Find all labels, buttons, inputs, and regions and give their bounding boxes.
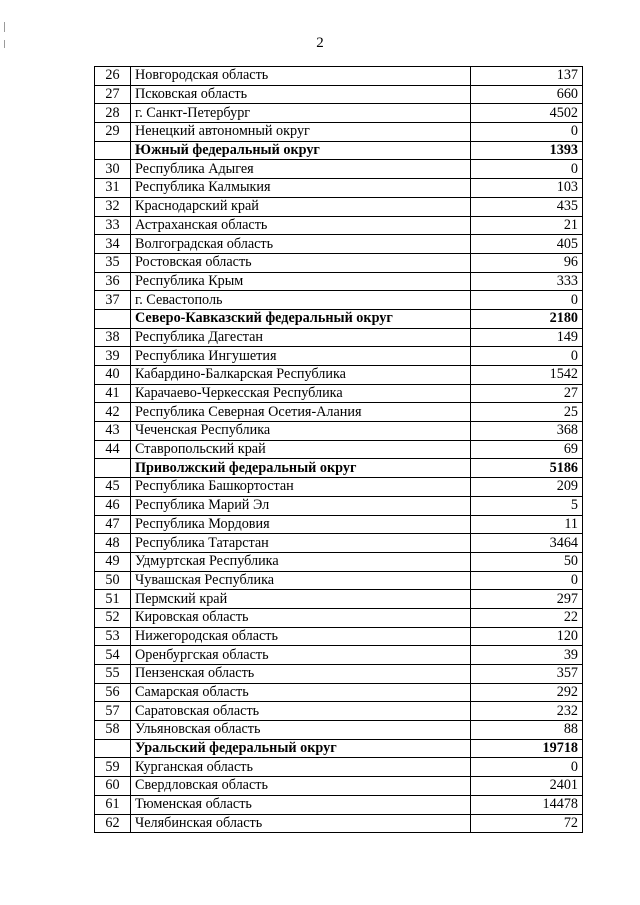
region-name: Свердловская область: [131, 777, 471, 796]
table-row: [95, 627, 583, 646]
district-name: Южный федеральный округ: [131, 141, 471, 160]
region-name: Курганская область: [131, 758, 471, 777]
region-name: Кабардино-Балкарская Республика: [131, 366, 471, 385]
region-value: 27: [471, 384, 583, 403]
row-number: 39: [95, 347, 131, 366]
row-number: 28: [95, 104, 131, 123]
district-row: [95, 309, 583, 328]
row-number: 44: [95, 440, 131, 459]
district-name: Приволжский федеральный округ: [131, 459, 471, 478]
table-row: [95, 665, 583, 684]
row-number: 55: [95, 665, 131, 684]
row-number: 54: [95, 646, 131, 665]
region-value: 0: [471, 571, 583, 590]
district-row: [95, 739, 583, 758]
region-value: 3464: [471, 534, 583, 553]
region-name: Республика Адыгея: [131, 160, 471, 179]
region-value: 0: [471, 160, 583, 179]
district-total: 1393: [471, 141, 583, 160]
row-number: 31: [95, 179, 131, 198]
table-row: [95, 515, 583, 534]
district-total: 5186: [471, 459, 583, 478]
table-row: [95, 253, 583, 272]
region-name: Самарская область: [131, 683, 471, 702]
table-row: [95, 571, 583, 590]
row-number: 61: [95, 795, 131, 814]
region-value: 137: [471, 67, 583, 86]
region-value: 120: [471, 627, 583, 646]
region-value: 297: [471, 590, 583, 609]
row-number: 27: [95, 85, 131, 104]
table-row: [95, 384, 583, 403]
region-value: 1542: [471, 366, 583, 385]
region-value: 21: [471, 216, 583, 235]
regions-table: [94, 66, 583, 833]
table-row: [95, 552, 583, 571]
region-value: 0: [471, 123, 583, 142]
region-name: Республика Башкортостан: [131, 478, 471, 497]
region-value: 88: [471, 721, 583, 740]
region-name: Волгоградская область: [131, 235, 471, 254]
row-number: [95, 739, 131, 758]
page-number: 2: [316, 35, 324, 51]
table-row: [95, 795, 583, 814]
table-row: [95, 347, 583, 366]
region-name: Краснодарский край: [131, 197, 471, 216]
region-name: Псковская область: [131, 85, 471, 104]
table-row: [95, 123, 583, 142]
table-row: [95, 422, 583, 441]
table-row: [95, 179, 583, 198]
region-value: 50: [471, 552, 583, 571]
row-number: 58: [95, 721, 131, 740]
region-name: Республика Северная Осетия-Алания: [131, 403, 471, 422]
region-value: 72: [471, 814, 583, 833]
table-row: [95, 534, 583, 553]
region-name: Республика Мордовия: [131, 515, 471, 534]
region-value: 357: [471, 665, 583, 684]
row-number: [95, 459, 131, 478]
row-number: 46: [95, 496, 131, 515]
region-value: 69: [471, 440, 583, 459]
region-value: 149: [471, 328, 583, 347]
region-value: 14478: [471, 795, 583, 814]
region-name: Пензенская область: [131, 665, 471, 684]
table-row: [95, 440, 583, 459]
row-number: 60: [95, 777, 131, 796]
region-name: Чувашская Республика: [131, 571, 471, 590]
row-number: 37: [95, 291, 131, 310]
row-number: 51: [95, 590, 131, 609]
region-value: 96: [471, 253, 583, 272]
region-name: Оренбургская область: [131, 646, 471, 665]
region-name: Ставропольский край: [131, 440, 471, 459]
region-name: Кировская область: [131, 608, 471, 627]
row-number: 30: [95, 160, 131, 179]
region-value: 0: [471, 347, 583, 366]
region-value: 292: [471, 683, 583, 702]
region-value: 2401: [471, 777, 583, 796]
row-number: 59: [95, 758, 131, 777]
region-name: Нижегородская область: [131, 627, 471, 646]
row-number: 38: [95, 328, 131, 347]
row-number: 50: [95, 571, 131, 590]
region-name: Челябинская область: [131, 814, 471, 833]
region-name: Ростовская область: [131, 253, 471, 272]
row-number: 52: [95, 608, 131, 627]
table-row: [95, 702, 583, 721]
region-value: 209: [471, 478, 583, 497]
row-number: 32: [95, 197, 131, 216]
row-number: 49: [95, 552, 131, 571]
table-row: [95, 291, 583, 310]
region-value: 405: [471, 235, 583, 254]
row-number: 33: [95, 216, 131, 235]
region-name: Республика Крым: [131, 272, 471, 291]
table-row: [95, 758, 583, 777]
row-number: [95, 141, 131, 160]
region-name: Чеченская Республика: [131, 422, 471, 441]
table-row: [95, 235, 583, 254]
region-name: Пермский край: [131, 590, 471, 609]
region-value: 22: [471, 608, 583, 627]
row-number: 43: [95, 422, 131, 441]
table-row: [95, 478, 583, 497]
region-value: 25: [471, 403, 583, 422]
table-row: [95, 496, 583, 515]
row-number: 36: [95, 272, 131, 291]
table-row: [95, 272, 583, 291]
region-name: Тюменская область: [131, 795, 471, 814]
row-number: 53: [95, 627, 131, 646]
region-name: Республика Татарстан: [131, 534, 471, 553]
district-row: [95, 141, 583, 160]
region-name: Карачаево-Черкесская Республика: [131, 384, 471, 403]
district-row: [95, 459, 583, 478]
region-value: 39: [471, 646, 583, 665]
region-name: г. Санкт-Петербург: [131, 104, 471, 123]
table-row: [95, 646, 583, 665]
table-row: [95, 67, 583, 86]
row-number: 29: [95, 123, 131, 142]
table-row: [95, 814, 583, 833]
row-number: 35: [95, 253, 131, 272]
region-value: 0: [471, 291, 583, 310]
region-value: 5: [471, 496, 583, 515]
table-row: [95, 777, 583, 796]
table-row: [95, 403, 583, 422]
district-name: Северо-Кавказский федеральный округ: [131, 309, 471, 328]
region-value: 4502: [471, 104, 583, 123]
table-row: [95, 197, 583, 216]
table-row: [95, 160, 583, 179]
region-name: Ульяновская область: [131, 721, 471, 740]
table-row: [95, 328, 583, 347]
row-number: 56: [95, 683, 131, 702]
row-number: 34: [95, 235, 131, 254]
table-row: [95, 85, 583, 104]
table-row: [95, 683, 583, 702]
table-row: [95, 104, 583, 123]
region-name: Республика Марий Эл: [131, 496, 471, 515]
table-row: [95, 366, 583, 385]
row-number: 45: [95, 478, 131, 497]
region-value: 11: [471, 515, 583, 534]
region-name: Удмуртская Республика: [131, 552, 471, 571]
region-name: Республика Калмыкия: [131, 179, 471, 198]
row-number: 62: [95, 814, 131, 833]
table-row: [95, 590, 583, 609]
district-total: 19718: [471, 739, 583, 758]
row-number: 57: [95, 702, 131, 721]
regions-table-body: [95, 67, 583, 833]
region-name: г. Севастополь: [131, 291, 471, 310]
region-value: 333: [471, 272, 583, 291]
region-value: 232: [471, 702, 583, 721]
region-name: Ненецкий автономный округ: [131, 123, 471, 142]
region-value: 660: [471, 85, 583, 104]
region-value: 103: [471, 179, 583, 198]
district-total: 2180: [471, 309, 583, 328]
row-number: 48: [95, 534, 131, 553]
table-row: [95, 608, 583, 627]
row-number: 47: [95, 515, 131, 534]
table-row: [95, 721, 583, 740]
row-number: 42: [95, 403, 131, 422]
scan-edge-mark: [4, 22, 5, 32]
region-name: Астраханская область: [131, 216, 471, 235]
row-number: [95, 309, 131, 328]
region-value: 0: [471, 758, 583, 777]
region-name: Саратовская область: [131, 702, 471, 721]
row-number: 40: [95, 366, 131, 385]
region-value: 435: [471, 197, 583, 216]
region-name: Республика Ингушетия: [131, 347, 471, 366]
row-number: 26: [95, 67, 131, 86]
row-number: 41: [95, 384, 131, 403]
region-name: Республика Дагестан: [131, 328, 471, 347]
region-name: Новгородская область: [131, 67, 471, 86]
district-name: Уральский федеральный округ: [131, 739, 471, 758]
region-value: 368: [471, 422, 583, 441]
table-row: [95, 216, 583, 235]
